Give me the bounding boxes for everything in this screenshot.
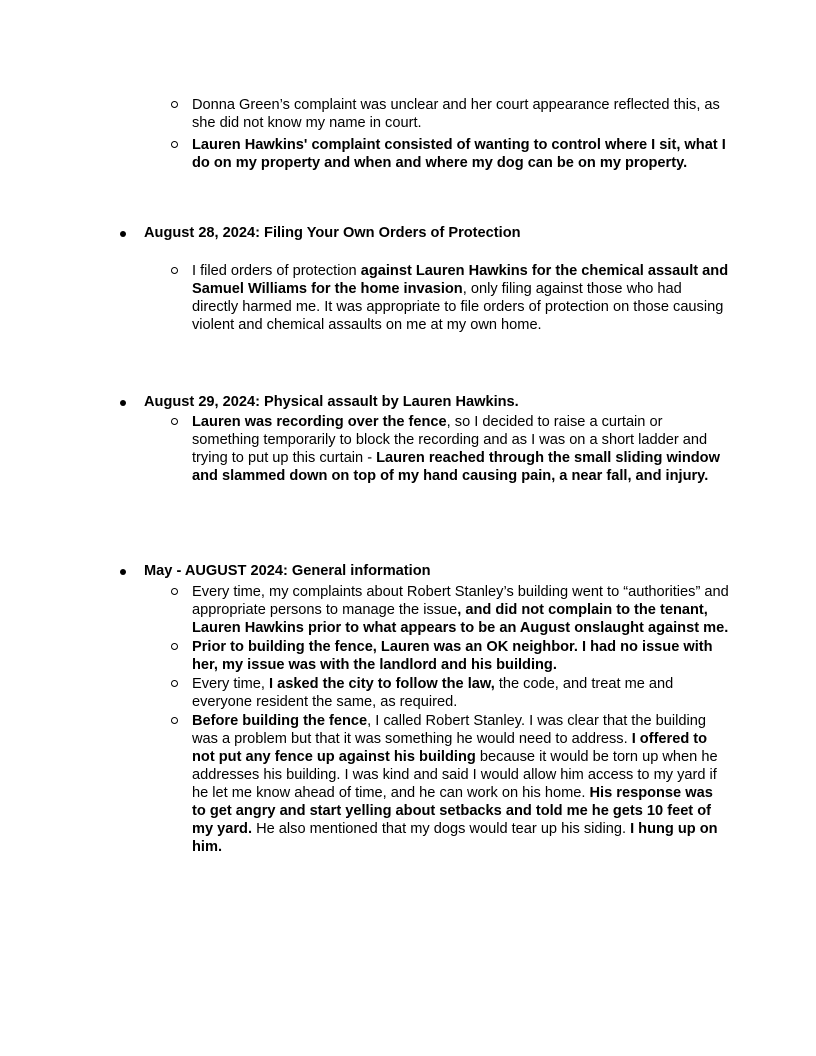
filled-bullet-icon xyxy=(120,400,126,406)
section-august-28 xyxy=(120,224,730,334)
item-text: I filed orders of protection xyxy=(192,263,361,279)
hollow-bullet-icon xyxy=(171,267,178,274)
hollow-bullet-icon xyxy=(171,680,178,687)
list-item xyxy=(120,136,730,172)
item-text-bold: His response was to get angry and start yelling about setbacks and told me he gets 10 feet of my yard. xyxy=(192,785,713,837)
list-item xyxy=(120,675,730,711)
item-text-bold: I asked the city to follow the law, xyxy=(269,676,495,692)
hollow-bullet-icon xyxy=(171,418,178,425)
hollow-bullet-icon xyxy=(171,588,178,595)
item-text: because it would be torn up when he addresses his building. I was kind and said I would allow him access to my yard if he let me know ahead of time, and he can work on his home. xyxy=(192,749,718,801)
section-heading-text: May - AUGUST 2024: General information xyxy=(144,563,431,579)
list-item xyxy=(120,96,730,132)
item-text: Every time, my complaints about Robert Stanley’s building went to “authorities” and appropriate persons to manage the issue xyxy=(192,584,729,618)
section-heading xyxy=(120,224,730,242)
section-august-29 xyxy=(120,393,730,485)
item-text: He also mentioned that my dogs would tear up his siding. xyxy=(252,821,631,837)
list-item xyxy=(120,638,730,674)
list-item xyxy=(120,583,730,637)
item-text: , so I decided to raise a curtain or something temporarily to block the recording and as I was on a short ladder and trying to put up this curtain - xyxy=(192,414,708,466)
list-item xyxy=(120,712,730,856)
item-text-bold: Before building the fence xyxy=(192,713,368,729)
item-text-bold: against Lauren Hawkins for the chemical assault and Samuel Williams for the home invasion xyxy=(192,263,729,297)
list-item xyxy=(120,413,730,485)
section-heading-text: August 29, 2024: Physical assault by Lauren Hawkins. xyxy=(144,394,519,410)
filled-bullet-icon xyxy=(120,569,126,575)
hollow-bullet-icon xyxy=(171,101,178,108)
filled-bullet-icon xyxy=(120,231,126,237)
hollow-bullet-icon xyxy=(171,643,178,650)
item-text-bold: Prior to building the fence, Lauren was an OK neighbor. I had no issue with her, my issue was with the landlord and his building. xyxy=(192,639,713,673)
hollow-bullet-icon xyxy=(171,717,178,724)
item-text-bold: Lauren reached through the small sliding window and slammed down on top of my hand causing pain, a near fall, and injury. xyxy=(192,450,720,484)
section-heading xyxy=(120,562,730,580)
hollow-bullet-icon xyxy=(171,141,178,148)
item-text-bold: I hung up on him. xyxy=(192,821,718,855)
item-text: , I called Robert Stanley. I was clear that the building was a problem but that it was something he would need to address. xyxy=(192,713,706,747)
list-item xyxy=(120,262,730,334)
item-text-bold: , and did not complain to the tenant, Lauren Hawkins prior to what appears to be an August onslaught against me. xyxy=(192,602,729,636)
top-sub-list xyxy=(120,96,730,172)
item-text: Every time, xyxy=(192,676,270,692)
section-general-information xyxy=(120,562,730,856)
item-text: Donna Green’s complaint was unclear and her court appearance reflected this, as she did not know my name in court. xyxy=(192,97,720,131)
item-text: the code, and treat me and everyone resident the same, as required. xyxy=(192,676,674,710)
section-heading-text: August 28, 2024: Filing Your Own Orders of Protection xyxy=(144,225,521,241)
item-text-bold: I offered to not put any fence up against his building xyxy=(192,731,708,765)
item-text-bold: Lauren was recording over the fence xyxy=(192,414,447,430)
item-text: Lauren Hawkins' complaint consisted of wanting to control where I sit, what I do on my property and when and where my dog can be on my property. xyxy=(192,137,726,171)
item-text: , only filing against those who had directly harmed me. It was appropriate to file orders of protection on those causing violent and chemical assaults on me at my own home. xyxy=(192,281,724,333)
section-heading xyxy=(120,393,730,411)
